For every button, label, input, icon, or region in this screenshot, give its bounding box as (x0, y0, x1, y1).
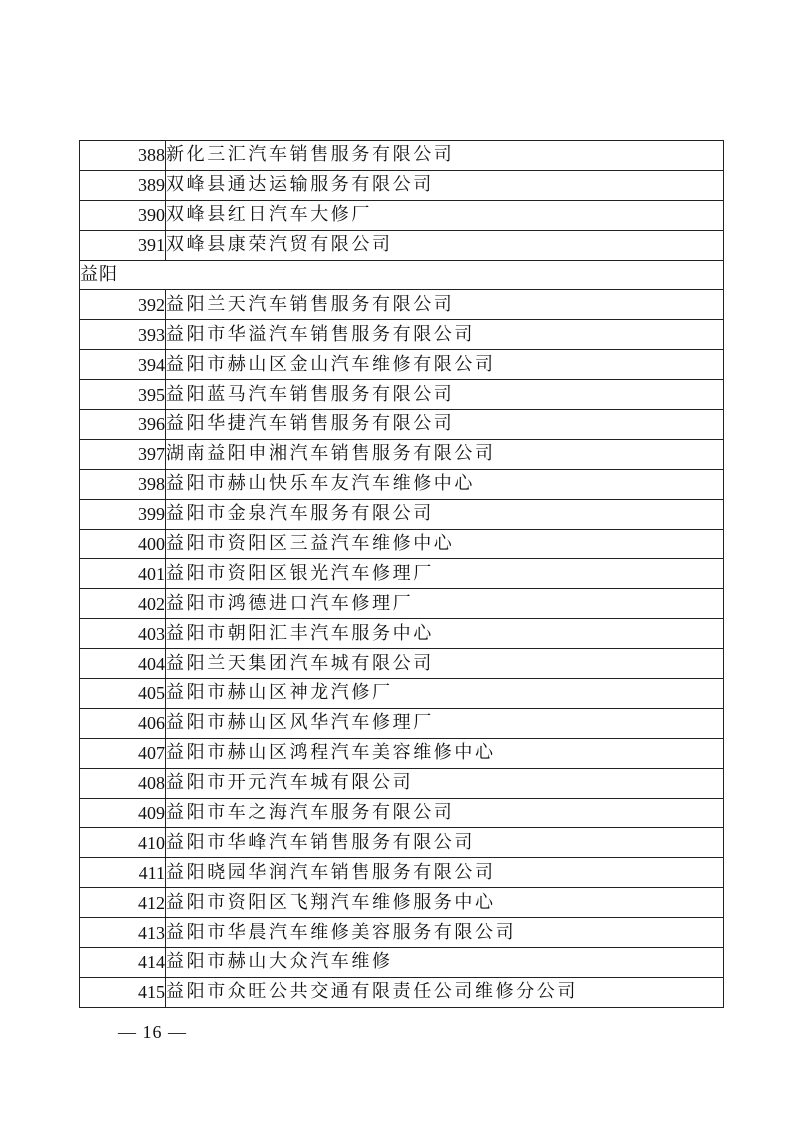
company-name: 益阳市鸿德进口汽车修理厂 (166, 589, 724, 619)
table-row (80, 828, 724, 858)
table-row (80, 529, 724, 559)
row-number: 401 (80, 559, 166, 589)
row-number: 414 (80, 948, 166, 978)
row-number: 415 (80, 977, 166, 1007)
company-name: 双峰县康荣汽贸有限公司 (166, 230, 724, 260)
company-name: 新化三汇汽车销售服务有限公司 (166, 141, 724, 171)
row-number: 392 (80, 290, 166, 320)
company-name: 益阳华捷汽车销售服务有限公司 (166, 410, 724, 440)
row-number: 411 (80, 858, 166, 888)
company-name: 双峰县通达运输服务有限公司 (166, 170, 724, 200)
row-number: 405 (80, 679, 166, 709)
table-row (80, 439, 724, 469)
row-number: 404 (80, 649, 166, 679)
table-row (80, 708, 724, 738)
company-name: 益阳市资阳区三益汽车维修中心 (166, 529, 724, 559)
page-number: — 16 — (118, 1022, 187, 1042)
company-name: 益阳兰天汽车销售服务有限公司 (166, 290, 724, 320)
company-list-body (80, 141, 724, 1008)
company-name: 益阳市赫山区神龙汽修厂 (166, 679, 724, 709)
row-number: 398 (80, 469, 166, 499)
company-name: 益阳晓园华润汽车销售服务有限公司 (166, 858, 724, 888)
company-name: 益阳市朝阳汇丰汽车服务中心 (166, 619, 724, 649)
company-name: 湖南益阳申湘汽车销售服务有限公司 (166, 439, 724, 469)
row-number: 412 (80, 888, 166, 918)
table-row (80, 350, 724, 380)
company-name: 益阳市金泉汽车服务有限公司 (166, 499, 724, 529)
table-row (80, 649, 724, 679)
table-row (80, 738, 724, 768)
row-number: 397 (80, 439, 166, 469)
row-number: 410 (80, 828, 166, 858)
row-number: 391 (80, 230, 166, 260)
row-number: 395 (80, 380, 166, 410)
table-row (80, 679, 724, 709)
section-header-row (80, 260, 724, 290)
row-number: 409 (80, 798, 166, 828)
company-name: 益阳蓝马汽车销售服务有限公司 (166, 380, 724, 410)
table-row (80, 499, 724, 529)
table-row (80, 469, 724, 499)
table-row (80, 230, 724, 260)
company-name: 益阳市华晨汽车维修美容服务有限公司 (166, 918, 724, 948)
company-name: 益阳市车之海汽车服务有限公司 (166, 798, 724, 828)
company-name: 益阳市华溢汽车销售服务有限公司 (166, 320, 724, 350)
table-row (80, 589, 724, 619)
row-number: 400 (80, 529, 166, 559)
company-name: 益阳市赫山大众汽车维修 (166, 948, 724, 978)
row-number: 403 (80, 619, 166, 649)
table-row (80, 948, 724, 978)
table-row (80, 559, 724, 589)
table-row (80, 798, 724, 828)
table-row (80, 918, 724, 948)
company-name: 益阳市赫山区风华汽车修理厂 (166, 708, 724, 738)
section-title: 益阳 (80, 260, 724, 290)
row-number: 394 (80, 350, 166, 380)
table-row (80, 170, 724, 200)
table-row (80, 768, 724, 798)
row-number: 389 (80, 170, 166, 200)
row-number: 408 (80, 768, 166, 798)
row-number: 406 (80, 708, 166, 738)
table-row (80, 320, 724, 350)
table-row (80, 290, 724, 320)
table-row (80, 200, 724, 230)
row-number: 407 (80, 738, 166, 768)
company-name: 益阳市开元汽车城有限公司 (166, 768, 724, 798)
company-name: 益阳市赫山区金山汽车维修有限公司 (166, 350, 724, 380)
company-name: 益阳市华峰汽车销售服务有限公司 (166, 828, 724, 858)
row-number: 390 (80, 200, 166, 230)
table-row (80, 888, 724, 918)
row-number: 402 (80, 589, 166, 619)
company-list-table (79, 140, 724, 1008)
company-name: 双峰县红日汽车大修厂 (166, 200, 724, 230)
row-number: 388 (80, 141, 166, 171)
company-name: 益阳市赫山快乐车友汽车维修中心 (166, 469, 724, 499)
row-number: 396 (80, 410, 166, 440)
company-name: 益阳市赫山区鸿程汽车美容维修中心 (166, 738, 724, 768)
table-row (80, 380, 724, 410)
table-row (80, 410, 724, 440)
company-name: 益阳兰天集团汽车城有限公司 (166, 649, 724, 679)
company-name: 益阳市众旺公共交通有限责任公司维修分公司 (166, 977, 724, 1007)
row-number: 399 (80, 499, 166, 529)
row-number: 393 (80, 320, 166, 350)
company-name: 益阳市资阳区银光汽车修理厂 (166, 559, 724, 589)
table-row (80, 619, 724, 649)
table-row (80, 977, 724, 1007)
table-row (80, 141, 724, 171)
table-row (80, 858, 724, 888)
company-name: 益阳市资阳区飞翔汽车维修服务中心 (166, 888, 724, 918)
row-number: 413 (80, 918, 166, 948)
